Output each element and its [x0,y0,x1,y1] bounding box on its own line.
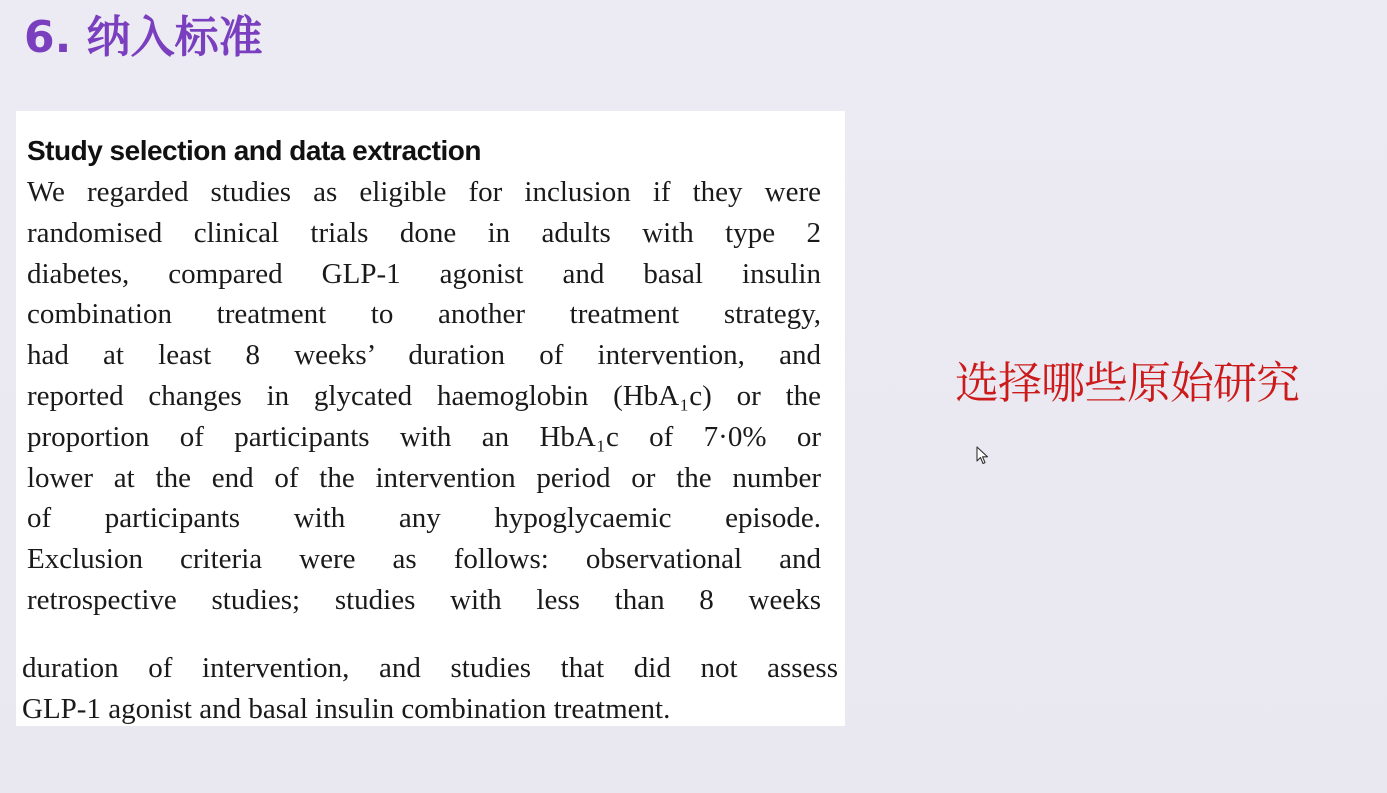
excerpt-line: randomised clinical trials done in adults with type 2 [27,216,821,249]
slide-title: 6. 纳入标准 [24,12,263,63]
excerpt-line: Exclusion criteria were as follows: observational and [27,543,821,576]
mouse-pointer-icon [976,446,990,466]
excerpt-continuation [22,648,838,726]
excerpt-paragraph [27,172,821,621]
side-note-annotation: 选择哪些原始研究 [955,358,1299,409]
excerpt-line: lower at the end of the intervention period or the number [27,461,821,494]
excerpt-line: duration of intervention, and studies that did not assess [22,652,838,684]
excerpt-line: of participants with any hypoglycaemic episode. [27,502,821,535]
excerpt-line: We regarded studies as eligible for inclusion if they were [27,176,821,208]
paper-excerpt-image [16,111,845,726]
excerpt-line: had at least 8 weeks’ duration of intervention, and [27,339,821,372]
excerpt-line: combination treatment to another treatment strategy, [27,298,821,331]
excerpt-line: retrospective studies; studies with less than 8 weeks [27,583,821,616]
excerpt-line: GLP-1 agonist and basal insulin combination treatment. [22,692,671,725]
excerpt-heading: Study selection and data extraction [27,135,481,166]
excerpt-line: reported changes in glycated haemoglobin (HbA₁c) or the [27,379,821,412]
excerpt-line: proportion of participants with an HbA₁c of 7·0% or [27,420,821,453]
excerpt-line: diabetes, compared GLP-1 agonist and basal insulin [27,257,821,290]
